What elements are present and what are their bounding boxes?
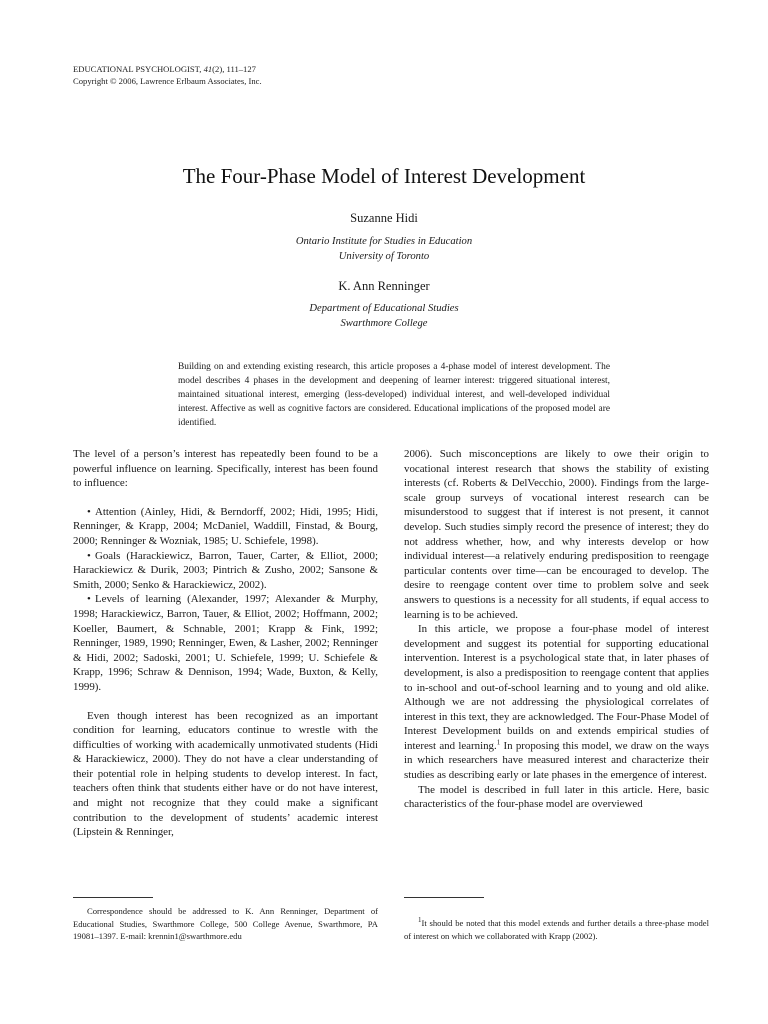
affiliation-line: Swarthmore College bbox=[340, 318, 428, 329]
bullet-item bbox=[73, 549, 378, 593]
journal-citation bbox=[73, 63, 262, 75]
footnote-divider bbox=[73, 897, 153, 898]
author-affiliation bbox=[0, 234, 768, 264]
affiliation-line: Ontario Institute for Studies in Education bbox=[295, 236, 473, 247]
numbered-footnote bbox=[404, 917, 709, 942]
author-affiliation bbox=[0, 301, 768, 331]
affiliation-line: University of Toronto bbox=[338, 251, 430, 262]
right-column bbox=[404, 447, 709, 812]
article-title: The Four-Phase Model of Interest Development bbox=[182, 164, 586, 188]
body-paragraph: The model is described in full later in this article. Here, basic characteristics of the four-phase model are overviewed bbox=[404, 783, 709, 811]
affiliation-line: Department of Educational Studies bbox=[309, 303, 459, 314]
intro-paragraph: The level of a person’s interest has repeatedly been found to be a powerful influence on learning. Specifically, interest has been found to influence: bbox=[73, 448, 378, 490]
footnote-ref: 1 bbox=[496, 738, 501, 747]
footnote-text bbox=[404, 917, 709, 942]
copyright-line: Copyright © 2006, Lawrence Erlbaum Associates, Inc. bbox=[73, 76, 262, 86]
bullet-text: Goals (Harackiewicz, Barron, Tauer, Carter, & Elliot, 2000; Harackiewicz & Durik, 2003; Pintrich & Zusho, 2002; Sansone & Smith, 2000; Senko & Harackiewicz, 2002). bbox=[73, 549, 378, 591]
author-name: Suzanne Hidi bbox=[350, 211, 418, 225]
journal-volume: 41 bbox=[203, 64, 213, 74]
footnote-marker: 1 bbox=[418, 916, 422, 925]
bullet-item bbox=[73, 592, 378, 694]
body-paragraph: 2006). Such misconceptions are likely to owe their origin to vocational interest research that shows the stability of existing interests (cf. Roberts & DelVecchio, 2000). Findings from the large-scale group surveys of vocational interest research can be misunderstood to suggest that if interest is not present, it cannot develop. Such studies simply record the presence of interest; they do not address whether, how, and why interests develop or how individual interest—a relatively enduring predisposition to reengage particular contents over time—can be encouraged to develop. The desire to reengage content over time to problem solve and seek answers to questions is a necessity for all students, if equal access to learning is to be achieved. bbox=[404, 448, 709, 621]
footnote-divider bbox=[404, 897, 484, 898]
bullet-icon: • bbox=[87, 593, 91, 606]
footnote-text: Correspondence should be addressed to K. Ann Renninger, Department of Educational Studies, Swarthmore College, 500 College Avenue, Swarthmore, PA 19081–1397. E-mail: krennin1@swarthmore.edu bbox=[73, 906, 378, 942]
paragraph-text: In this article, we propose a four-phase model of interest development and suggest its potential for supporting educational intervention. Interest is a psychological state that, in later phases of development, is also a predisposition to reengage content that applies to in-school and out-of-school learning and to young and old alike. Although we are not addressing the physiological correlates of interest in this text, they are acknowledged. The Four-Phase Model of Interest Development builds on and extends empirical studies of interest and learning. bbox=[404, 623, 709, 752]
bullet-text: Levels of learning (Alexander, 1997; Alexander & Murphy, 1998; Harackiewicz, Barron, Tauer, & Elliot, 2002; Hoffmann, 2002; Koeller, Baumert, & Schnable, 2001; Krapp & Fink, 1992; Renninger, 1989, 1990; Renninger, Ewen, & Lasher, 2002; Renninger & Hidi, 2002; Sadoski, 2001; U. Schiefele, 1999; U. Schiefele & Krapp, 1996; Schraw & Dennison, 1994; Wade, Buxton, & Kelly, 1999). bbox=[73, 593, 378, 693]
bullet-icon: • bbox=[87, 549, 91, 562]
body-paragraph bbox=[404, 622, 709, 783]
footnote-body: It should be noted that this model extends and further details a three-phase model of interest on which we collaborated with Krapp (2002). bbox=[404, 918, 709, 941]
paragraph-text: In proposing this model, we draw on the ways in which researchers have measured interest and characterize their studies as describing early or late phases in the emergence of interest. bbox=[404, 739, 709, 782]
journal-issue-pages: (2), 111–127 bbox=[212, 64, 256, 74]
bullet-icon: • bbox=[87, 505, 91, 518]
bullet-text: Attention (Ainley, Hidi, & Berndorff, 2002; Hidi, 1995; Hidi, Renninger, & Krapp, 2004; McDaniel, Waddill, Finstad, & Bourg, 2000; Renninger & Wozniak, 1985; U. Schiefele, 1998). bbox=[73, 505, 378, 547]
journal-name: EDUCATIONAL PSYCHOLOGIST, bbox=[73, 64, 204, 74]
bullet-item bbox=[73, 505, 378, 549]
left-column bbox=[73, 447, 378, 840]
abstract: Building on and extending existing research, this article proposes a 4-phase model of interest development. The model describes 4 phases in the development and deepening of learner interest: triggered situational interest, maintained situational interest, emerging (less-developed) individual interest, and well-developed individual interest. Affective as well as cognitive factors are considered. Educational implications of the proposed model are identified. bbox=[178, 362, 610, 428]
author-name: K. Ann Renninger bbox=[338, 279, 430, 293]
body-paragraph: Even though interest has been recognized as an important condition for learning, educators continue to wrestle with the difficulties of working with academically unmotivated students (Hidi & Harackiewicz, 2000). They do not have a clear understanding of their potential role in helping students to develop interest. In fact, teachers often think that students either have or do not have interest, and might not recognize that they could make a significant contribution to the development of students’ academic interest (Lipstein & Renninger, bbox=[73, 709, 378, 839]
journal-header bbox=[73, 63, 262, 87]
correspondence-footnote bbox=[73, 905, 378, 943]
